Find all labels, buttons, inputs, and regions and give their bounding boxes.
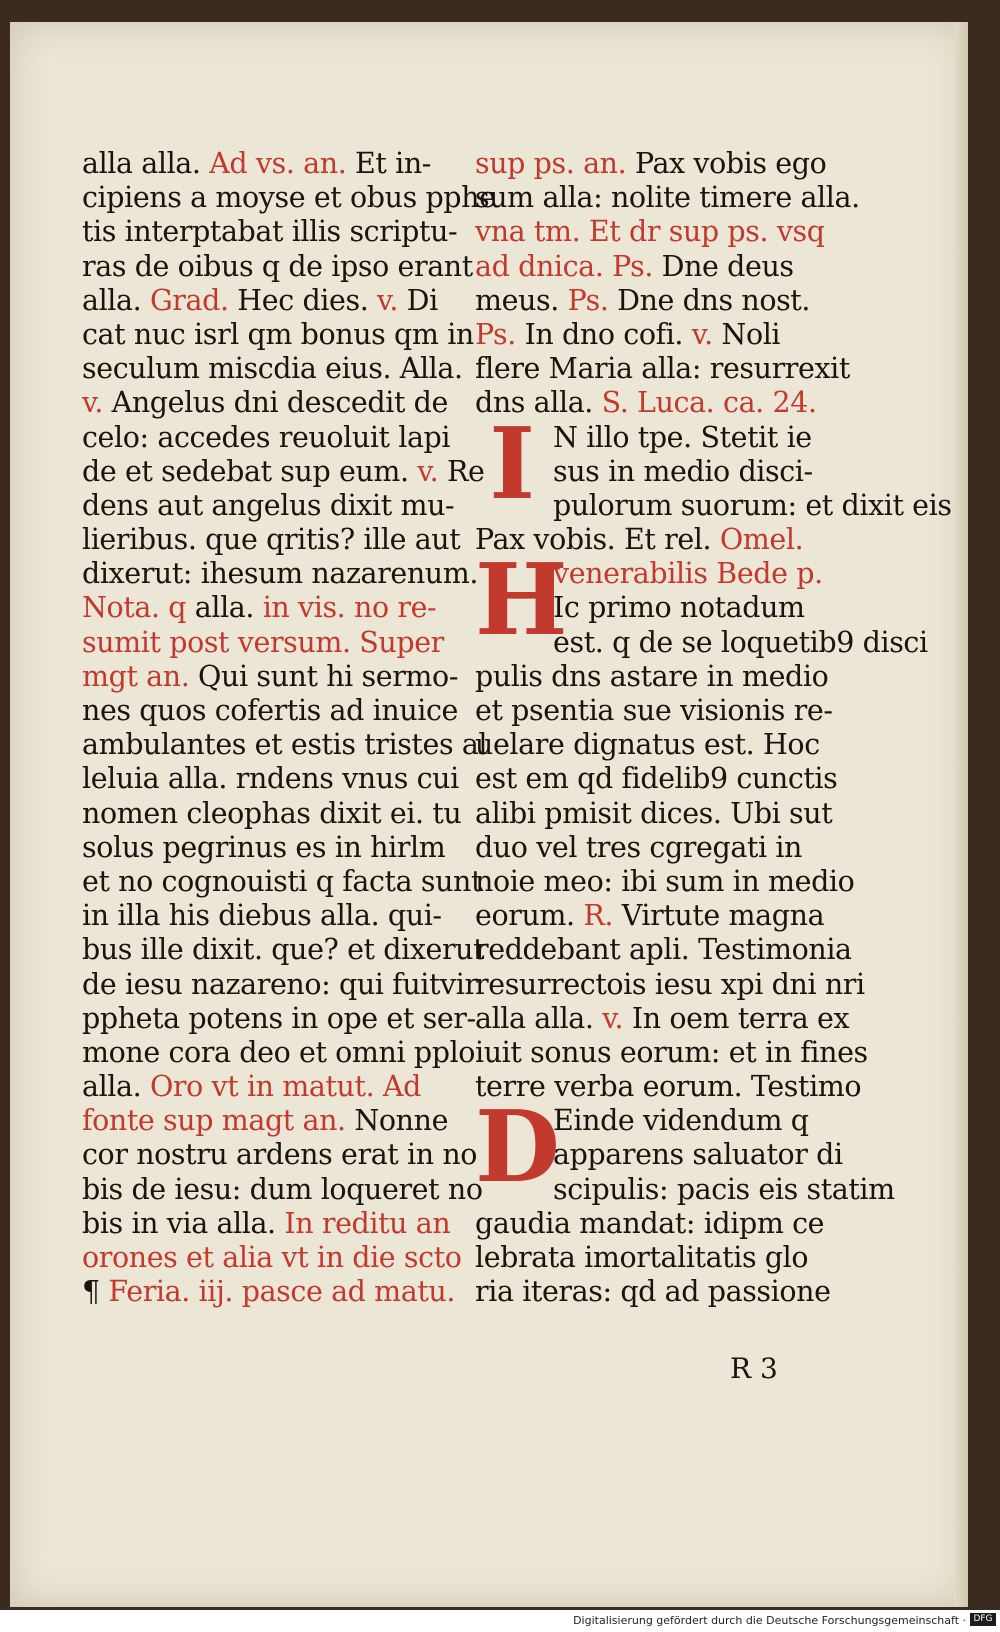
text-line (82, 284, 462, 318)
text-line (475, 899, 860, 933)
body-text: Et in- (355, 147, 432, 180)
signature-mark: R 3 (730, 1352, 778, 1385)
page-edge (954, 22, 968, 1607)
text-line (82, 557, 479, 591)
body-text: ¶ (82, 1275, 109, 1309)
digitization-footer (0, 1610, 1000, 1632)
body-text: Virtute magna (621, 899, 825, 933)
body-text: flere Maria alla: resurrexit (475, 352, 850, 386)
body-text: N illo tpe. Stetit ie (553, 420, 812, 454)
rubric-text: v. (602, 1001, 632, 1035)
body-text: cat nuc isrl qm bonus qm in (82, 317, 474, 351)
body-text: In dno cofi. (524, 317, 692, 351)
text-line (475, 284, 860, 318)
text-line (475, 1207, 860, 1241)
body-text: apparens saluator di (553, 1138, 843, 1172)
rubric-text: Ps. (475, 317, 525, 351)
text-line (475, 728, 860, 762)
text-line (475, 147, 860, 181)
text-line (82, 421, 462, 455)
text-line (82, 933, 485, 967)
body-text: ambulantes et estis tristes al (82, 728, 488, 762)
drop-initial: H (475, 543, 568, 659)
body-text: eorum. (475, 899, 584, 933)
text-line (475, 831, 860, 865)
body-text: Pax vobis. Et rel. (475, 523, 720, 557)
body-text: gaudia mandat: idipm ce (475, 1206, 825, 1240)
body-text: iuit sonus eorum: et in fines (475, 1035, 868, 1069)
text-line (82, 797, 462, 831)
text-line (475, 1241, 860, 1275)
text-line (82, 1241, 462, 1275)
body-text: dns alla. (475, 386, 602, 420)
text-line (475, 694, 860, 728)
body-text: duo vel tres cgregati in (475, 830, 803, 864)
body-text: nes quos cofertis ad inuice (82, 694, 459, 727)
body-text: Dne dns nost. (617, 283, 811, 317)
text-line (82, 967, 478, 1002)
body-text: seculum miscdia eius. Alla. (82, 352, 463, 386)
rubric-text: Ad vs. an. (209, 147, 356, 180)
body-text: nomen cleophas dixit ei. tu (82, 796, 462, 830)
text-line (475, 352, 860, 386)
body-text: est. q de se loquetib9 disci (553, 625, 928, 659)
body-text: alla. (194, 591, 263, 625)
text-line (82, 591, 462, 625)
text-line (82, 1001, 476, 1036)
rubric-text: mgt an. (82, 659, 199, 693)
text-line (475, 797, 860, 831)
body-text: sus in medio disci- (553, 454, 813, 488)
body-text: alibi pmisit dices. Ubi sut (475, 796, 833, 830)
text-line (475, 318, 860, 352)
text-line (82, 181, 496, 215)
body-text: ras de oibus q de ipso erant (82, 249, 473, 283)
text-line (82, 831, 462, 865)
text-line (82, 864, 483, 899)
text-line (475, 386, 860, 420)
rubric-text: Oro vt in matut. Ad (149, 1070, 421, 1104)
body-text: bis in via alla. (82, 1206, 285, 1240)
body-text: de iesu nazareno: qui fuitvir (82, 967, 478, 1001)
body-text: tis interptabat illis scriptu- (82, 215, 458, 249)
body-text: Hec dies. (237, 283, 378, 317)
text-line (475, 660, 860, 694)
body-text: pulis dns astare in medio (475, 659, 829, 693)
rubric-text: vna tm. Et dr sup ps. vsq (475, 215, 825, 249)
body-text: reddebant apli. Testimonia (475, 933, 852, 967)
text-line (82, 1172, 483, 1207)
text-line (82, 762, 462, 796)
rubric-text: v. (417, 454, 447, 488)
text-line (82, 899, 462, 933)
body-text: Ic primo notadum (553, 591, 805, 625)
body-text: Qui sunt hi sermo- (198, 659, 459, 693)
body-text: Dne deus (661, 249, 794, 283)
rubric-text: orones et alia vt in die scto (82, 1241, 462, 1274)
text-line (82, 386, 462, 420)
book-page (10, 22, 968, 1607)
text-line (82, 1035, 476, 1070)
dfg-logo: DFG (970, 1613, 996, 1626)
text-line (82, 728, 488, 762)
footer-text: Digitalisierung gefördert durch die Deutsche Forschungsgemeinschaft · (573, 1614, 966, 1627)
rubric-text: Grad. (149, 283, 238, 317)
body-text: dens aut angelus dixit mu- (82, 488, 455, 522)
rubric-text: in vis. no re- (262, 591, 437, 625)
rubric-text: v. (691, 317, 722, 351)
text-line (82, 1070, 462, 1104)
rubric-text: fonte sup magt an. (82, 1104, 355, 1138)
body-text: scipulis: pacis eis statim (553, 1172, 895, 1206)
body-text: alla alla. (475, 1001, 603, 1035)
body-text: et no cognouisti q facta sunt (82, 864, 483, 898)
body-text: Di (406, 283, 438, 317)
text-line (475, 967, 865, 1002)
body-text: mone cora deo et omni pplo (82, 1035, 476, 1069)
body-text: cor nostru ardens erat in no (82, 1138, 478, 1172)
rubric-text: R. (583, 899, 622, 933)
body-text: alla alla. (82, 147, 210, 180)
body-text: dixerut: ihesum nazarenum. (82, 557, 479, 591)
text-line (475, 181, 860, 215)
body-text: alla. (82, 1070, 150, 1104)
body-text: ppheta potens in ope et ser- (82, 1001, 476, 1035)
text-line (82, 215, 462, 249)
body-text: Noli (721, 317, 781, 351)
text-line (475, 865, 860, 899)
text-line (82, 626, 462, 660)
body-text: meus. (475, 283, 568, 317)
body-text: celo: accedes reuoluit lapi (82, 420, 451, 454)
text-line (475, 1035, 868, 1070)
body-text: Einde videndum q (553, 1104, 809, 1138)
right-column (475, 147, 952, 1309)
body-text: bus ille dixit. que? et dixerut (82, 933, 485, 967)
rubric-text: sumit post versum. Super (82, 625, 444, 659)
text-line (475, 1070, 860, 1104)
body-text: de et sedebat sup eum. (82, 454, 418, 488)
text-line (82, 1207, 462, 1241)
text-line (82, 147, 462, 181)
body-text: est em qd fidelib9 cunctis (475, 762, 838, 796)
rubric-text: Omel. (719, 523, 804, 557)
body-text: solus pegrinus es in hirlm (82, 830, 446, 864)
body-text: pulorum suorum: et dixit eis (553, 488, 952, 522)
body-text: Pax vobis ego (634, 147, 827, 180)
body-text: cipiens a moyse et obus pphe (82, 181, 496, 215)
text-line (82, 317, 474, 352)
body-text: Nonne (354, 1104, 449, 1138)
body-text: Angelus dni descedit de (111, 386, 448, 420)
text-line (82, 352, 462, 386)
rubric-text: In reditu an (284, 1206, 451, 1240)
body-text: terre verba eorum. Testimo (475, 1070, 862, 1104)
drop-initial: I (489, 406, 535, 522)
text-line (82, 660, 462, 694)
body-text: resurrectois iesu xpi dni nri (475, 967, 865, 1001)
text-line (82, 249, 473, 284)
body-text: sum alla: nolite timere alla. (475, 181, 860, 215)
body-text: ria iteras: qd ad passione (475, 1275, 831, 1309)
body-text: lebrata imortalitatis glo (475, 1241, 809, 1274)
text-line (82, 1275, 462, 1309)
left-column (82, 147, 496, 1309)
text-line (475, 762, 860, 796)
rubric-text: Ps. (567, 283, 618, 317)
text-line (475, 215, 860, 249)
rubric-text: Feria. iij. pasce ad matu. (108, 1275, 456, 1309)
body-text: lieribus. que qritis? ille aut (82, 523, 461, 557)
body-text: et psentia sue visionis re- (475, 694, 833, 727)
drop-initial: D (475, 1090, 560, 1206)
rubric-text: Nota. q (82, 591, 195, 625)
body-text: uelare dignatus est. Hoc (475, 728, 820, 762)
text-line (82, 523, 462, 557)
text-line (82, 454, 485, 489)
text-line (82, 1104, 462, 1138)
body-text: in illa his diebus alla. qui- (82, 899, 442, 933)
rubric-text: v. (82, 386, 112, 420)
text-line (475, 523, 860, 557)
text-line (475, 1275, 860, 1309)
rubric-text: v. (377, 283, 407, 317)
rubric-text: ad dnica. Ps. (475, 249, 662, 283)
body-text: In oem terra ex (631, 1001, 850, 1035)
text-line (475, 250, 860, 284)
body-text: noie meo: ibi sum in medio (475, 864, 855, 898)
text-line (82, 489, 462, 523)
body-text: bis de iesu: dum loqueret no (82, 1172, 483, 1206)
body-text: alla. (82, 283, 150, 317)
rubric-text: venerabilis Bede p. (553, 557, 823, 591)
text-line (475, 933, 860, 967)
body-text: Re (447, 454, 485, 488)
rubric-text: S. Luca. ca. 24. (601, 386, 817, 420)
text-line (475, 1002, 860, 1036)
rubric-text: sup ps. an. (475, 147, 635, 180)
text-line (82, 1138, 478, 1172)
body-text: leluia alla. rndens vnus cui (82, 762, 459, 796)
text-line (82, 694, 462, 728)
